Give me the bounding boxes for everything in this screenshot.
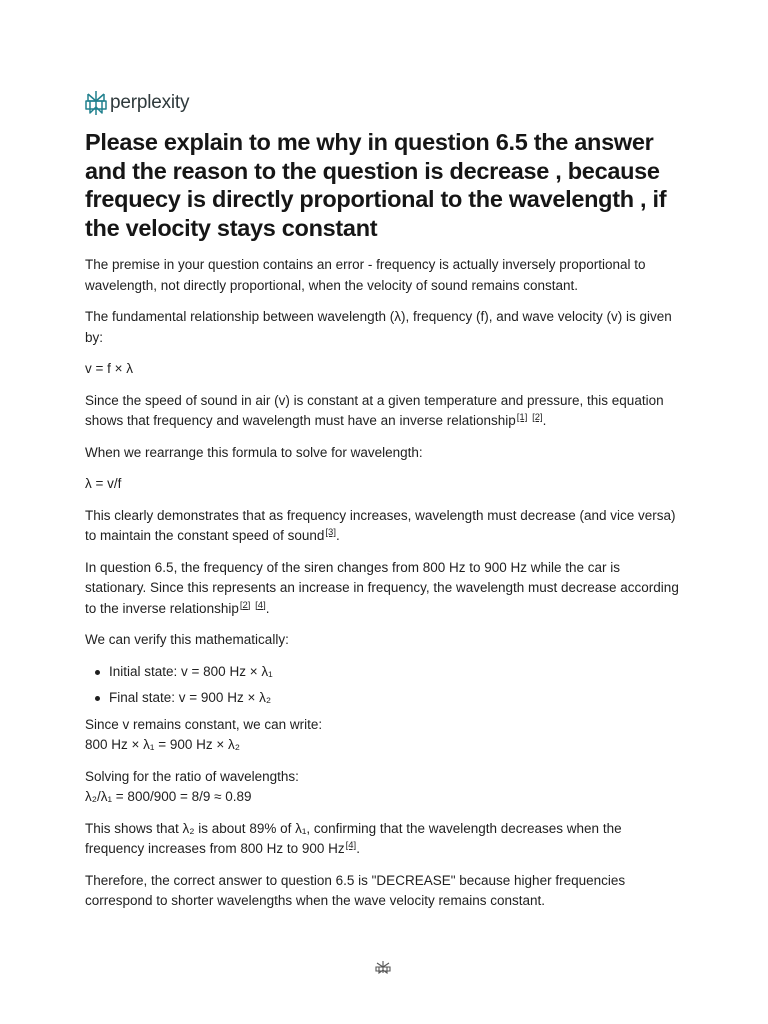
- citation-link[interactable]: [3]: [325, 527, 336, 538]
- citation-link[interactable]: [4]: [255, 599, 266, 611]
- answer-text: Solving for the ratio of wavelengths:: [85, 768, 299, 784]
- formula: v = f × λ: [85, 361, 134, 376]
- perplexity-mark-icon: [375, 960, 391, 974]
- answer-text: This shows that λ₂ is about 89% of λ₁, confirming that the wavelength decreases when the frequency increases from 800 Hz to 900 Hz: [85, 820, 622, 856]
- citation-link[interactable]: [2]: [239, 599, 251, 611]
- bullet-list: [85, 662, 680, 709]
- question-title: Please explain to me why in question 6.5 the answer and the reason to the question is decrease , because frequecy is directly proportional to the wavelength , if the velocity stays constant: [85, 129, 667, 241]
- brand-logo[interactable]: [85, 89, 189, 117]
- answer-paragraph: This shows that λ₂ is about 89% of λ₁, confirming that the wavelength decreases when the frequency increases from 800 Hz to 900 Hz[4].: [85, 820, 622, 856]
- answer-paragraph: The fundamental relationship between wavelength (λ), frequency (f), and wave velocity (v) is given by:: [85, 309, 672, 345]
- citation-link[interactable]: [4]: [345, 840, 357, 851]
- answer-body: [85, 255, 680, 923]
- answer-text: Since the speed of sound in air (v) is constant at a given temperature and pressure, this equation shows that frequency and wavelength must have an inverse relationship: [85, 392, 664, 428]
- answer-text: Since v remains constant, we can write:: [85, 716, 323, 732]
- answer-text: In question 6.5, the frequency of the siren changes from 800 Hz to 900 Hz while the car is stationary. Since this represents an increase in frequency, the wavelength must decrease according to the inverse relationship: [85, 559, 679, 616]
- equation-text: λ₂/λ₁ = 800/900 = 8/9 ≈ 0.89: [85, 789, 252, 804]
- answer-paragraph: Therefore, the correct answer to question 6.5 is "DECREASE" because higher frequencies correspond to shorter wavelengths when the wave velocity remains constant.: [85, 872, 626, 908]
- formula: λ = v/f: [85, 476, 122, 491]
- answer-paragraph: The premise in your question contains an error - frequency is actually inversely proportional to wavelength, not directly proportional, when the velocity of sound remains constant.: [85, 257, 646, 293]
- answer-text: This clearly demonstrates that as frequency increases, wavelength must decrease (and vice versa) to maintain the constant speed of sound: [85, 507, 676, 543]
- brand-name: perplexity: [110, 92, 190, 113]
- answer-paragraph: When we rearrange this formula to solve for wavelength:: [85, 444, 423, 460]
- perplexity-logo-icon: [85, 90, 107, 116]
- list-item: Initial state: v = 800 Hz × λ₁: [109, 662, 680, 683]
- answer-paragraph: [85, 715, 680, 756]
- list-item: Final state: v = 900 Hz × λ₂: [109, 688, 680, 709]
- equation-text: 800 Hz × λ₁ = 900 Hz × λ₂: [85, 737, 240, 752]
- answer-paragraph: Since the speed of sound in air (v) is constant at a given temperature and pressure, this equation shows that frequency and wavelength must have an inverse relationship[1] [2].: [85, 392, 664, 428]
- citation-link[interactable]: [1]: [516, 412, 528, 423]
- answer-paragraph: [85, 767, 680, 808]
- answer-paragraph: In question 6.5, the frequency of the siren changes from 800 Hz to 900 Hz while the car is stationary. Since this represents an increase in frequency, the wavelength must decrease according to the inverse relationship[2] [4].: [85, 559, 679, 616]
- answer-paragraph: We can verify this mathematically:: [85, 632, 289, 647]
- citation-link[interactable]: [2]: [532, 412, 543, 423]
- answer-paragraph: This clearly demonstrates that as frequency increases, wavelength must decrease (and vice versa) to maintain the constant speed of sound[3].: [85, 507, 676, 543]
